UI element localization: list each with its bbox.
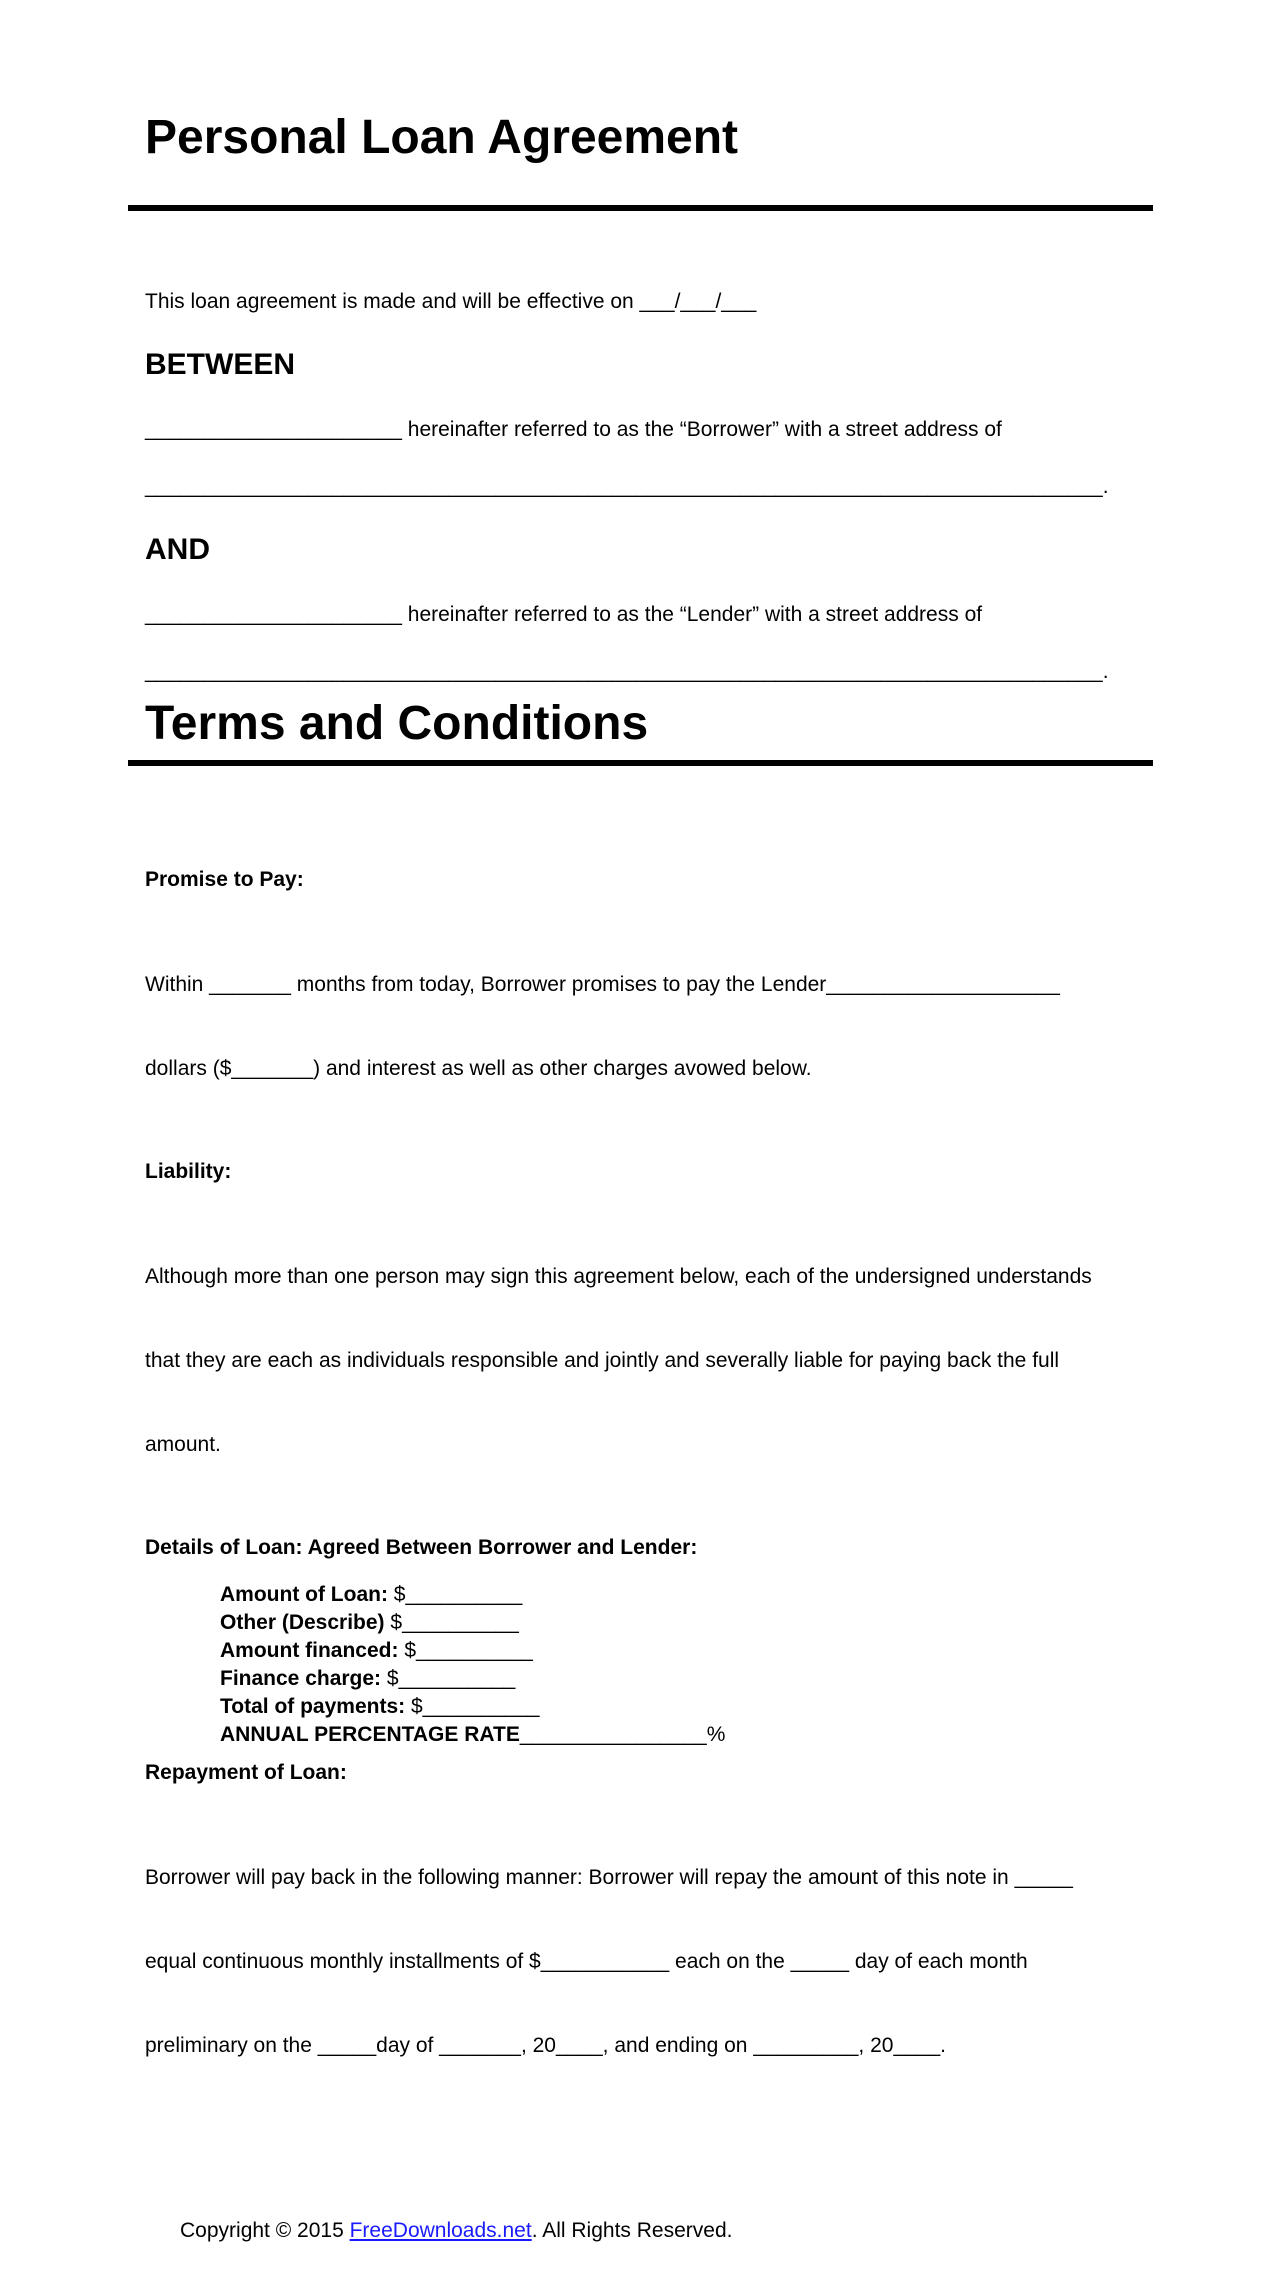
copyright-prefix-text: Copyright © 2015: [180, 2219, 350, 2242]
footer-copyright: [145, 2190, 1153, 2271]
detail-label: Other (Describe): [220, 1611, 391, 1634]
detail-blank: $__________: [404, 1639, 533, 1662]
between-heading: BETWEEN: [145, 348, 295, 381]
detail-blank: $__________: [386, 1667, 516, 1690]
loan-detail-row-other: [220, 1609, 1153, 1637]
terms-section-title: Terms and Conditions: [145, 697, 649, 750]
detail-label: Amount financed:: [220, 1639, 405, 1662]
footer-link[interactable]: FreeDownloads.net: [349, 2219, 532, 2242]
detail-percent-suffix: %: [706, 1723, 726, 1746]
loan-detail-row-total-of-payments: [220, 1693, 1153, 1721]
liability-line-1: Although more than one person may sign this agreement below, each of the undersigned understands: [145, 1265, 1092, 1288]
lender-name-blank-line: ______________________ hereinafter referred to as the “Lender” with a street address of: [145, 603, 983, 626]
detail-label: ANNUAL PERCENTAGE RATE: [220, 1723, 520, 1746]
promise-line-2: dollars ($_______) and interest as well as other charges avowed below.: [145, 1057, 812, 1080]
terms-divider-rule: [128, 760, 1153, 766]
and-heading: AND: [145, 533, 210, 566]
page-title: Personal Loan Agreement: [145, 111, 739, 164]
loan-details-list: [145, 1581, 1153, 1749]
detail-blank: $__________: [393, 1583, 523, 1606]
detail-blank: $__________: [390, 1611, 519, 1634]
copyright-suffix-text: . All Rights Reserved.: [531, 2219, 733, 2242]
lender-address-blank-line: __________________________________________________________________________________.: [145, 660, 1109, 683]
liability-line-2: that they are each as individuals responsible and jointly and severally liable for paying back the full: [145, 1349, 1060, 1372]
repayment-line-2: equal continuous monthly installments of $___________ each on the _____ day of each month: [145, 1950, 1028, 1973]
details-of-loan-heading: Details of Loan: Agreed Between Borrower and Lender:: [145, 1536, 698, 1559]
liability-line-3: amount.: [145, 1433, 221, 1456]
detail-label: Finance charge:: [220, 1667, 387, 1690]
repayment-of-loan-heading: Repayment of Loan:: [145, 1761, 347, 1784]
loan-detail-row-amount-financed: [220, 1637, 1153, 1665]
repayment-line-3: preliminary on the _____day of _______, 20____, and ending on _________, 20____.: [145, 2034, 947, 2057]
loan-detail-row-amount-of-loan: [220, 1581, 1153, 1609]
detail-blank: ________________: [519, 1723, 707, 1746]
promise-to-pay-heading: Promise to Pay:: [145, 868, 304, 891]
detail-label: Total of payments:: [220, 1695, 411, 1718]
repayment-paragraph: [145, 1808, 1153, 2116]
loan-detail-row-finance-charge: [220, 1665, 1153, 1693]
borrower-name-blank-line: ______________________ hereinafter referred to as the “Borrower” with a street address of: [145, 418, 1002, 441]
title-divider-rule: [128, 205, 1153, 211]
detail-blank: $__________: [410, 1695, 540, 1718]
promise-to-pay-paragraph: [145, 915, 1153, 1139]
detail-label: Amount of Loan:: [220, 1583, 394, 1606]
effective-date-line: This loan agreement is made and will be effective on ___/___/___: [145, 290, 757, 313]
liability-heading: Liability:: [145, 1160, 232, 1183]
repayment-line-1: Borrower will pay back in the following manner: Borrower will repay the amount of this note in _____: [145, 1866, 1073, 1889]
liability-paragraph: [145, 1207, 1153, 1515]
loan-detail-row-annual-percentage-rate: [220, 1721, 1153, 1749]
borrower-address-blank-line: __________________________________________________________________________________.: [145, 475, 1109, 498]
promise-line-1: Within _______ months from today, Borrower promises to pay the Lender____________________: [145, 973, 1060, 996]
